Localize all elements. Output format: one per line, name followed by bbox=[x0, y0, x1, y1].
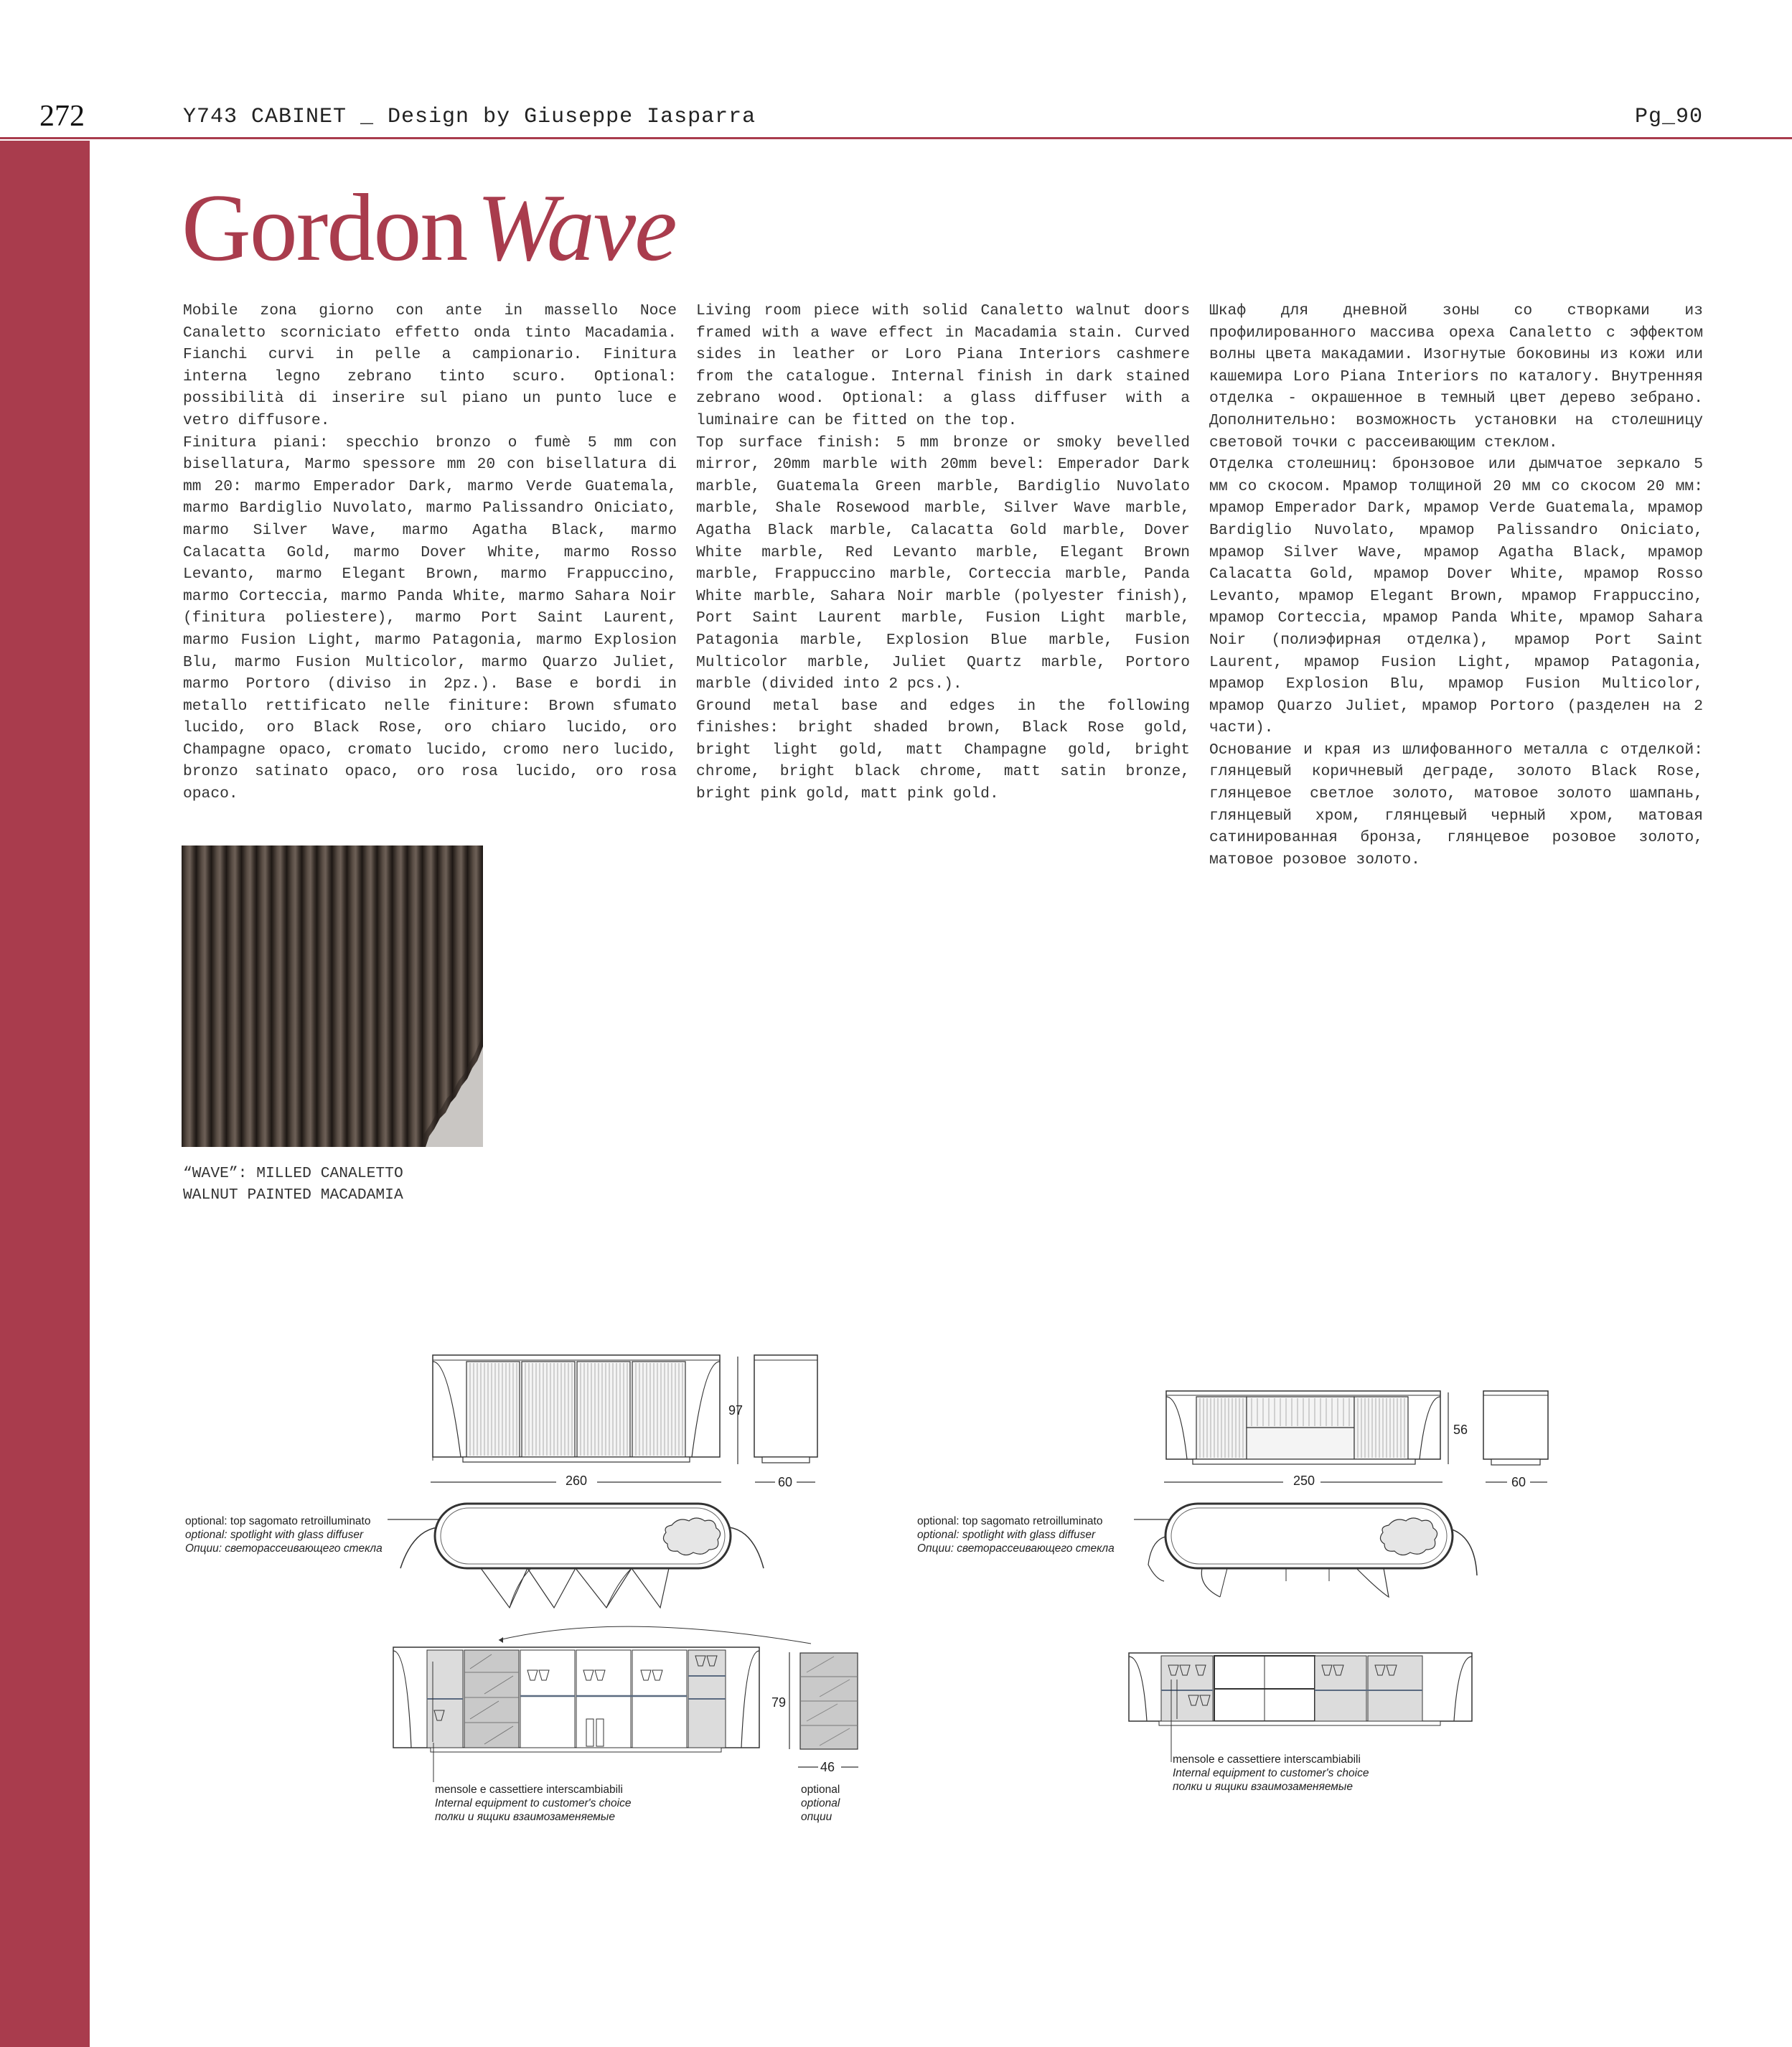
description-italian bbox=[183, 300, 677, 805]
small-depth-dim: 60 bbox=[1511, 1475, 1526, 1489]
large-optional-depth-dim: 46 bbox=[820, 1760, 835, 1774]
small-cabinet-side-view bbox=[1481, 1389, 1552, 1469]
description-paragraph: Шкаф для дневной зоны со створками из профилированного массива ореха Canaletto с эффектом волны цвета макадамии. Изогнутые боковины из кожи или кашемира Loro Piana Interiors по каталогу. Внутренняя отделка - окрашенное в темный цвет дерево зебрано. Дополнительно: возможность установки на столешницу световой точки с рассеивающим стеклом. bbox=[1209, 302, 1703, 451]
page-number: 272 bbox=[39, 100, 85, 133]
swatch-caption bbox=[183, 1163, 403, 1206]
swatch-caption-line: “WAVE”: MILLED CANALETTO bbox=[183, 1165, 403, 1182]
note-english: optional: spotlight with glass diffuser bbox=[917, 1529, 1096, 1541]
note-english: Internal equipment to customer's choice bbox=[435, 1797, 632, 1809]
large-inner-height-dim: 79 bbox=[771, 1695, 787, 1710]
small-equipment-note bbox=[1173, 1753, 1369, 1794]
large-height-dim: 97 bbox=[728, 1403, 743, 1418]
note-russian: Опции: светорассеивающего стекла bbox=[185, 1542, 383, 1555]
header-page-ref: Pg_90 bbox=[1634, 105, 1703, 129]
note-english: Internal equipment to customer's choice bbox=[1173, 1767, 1369, 1779]
product-name-italic: Wave bbox=[477, 174, 676, 281]
large-equipment-note bbox=[435, 1783, 632, 1824]
description-english bbox=[696, 300, 1190, 805]
note-russian: полки и ящики взаимозаменяемые bbox=[1173, 1781, 1353, 1793]
small-cabinet-plan-view bbox=[1120, 1496, 1489, 1604]
large-cabinet-side-view bbox=[752, 1353, 821, 1468]
note-english: optional bbox=[801, 1797, 840, 1809]
description-paragraph: Mobile zona giorno con ante in massello Noce Canaletto scorniciato effetto onda tinto Macadamia. Fianchi curvi in pelle a campionario. Finitura interna legno zebrano tinto scuro. Optional: possibilità di inserire sul piano un punto luce e vetro diffusore. bbox=[183, 302, 677, 429]
header-title: Y743 CABINET _ Design by Giuseppe Iasparra bbox=[183, 105, 756, 129]
description-paragraph: Top surface finish: 5 mm bronze or smoky bevelled mirror, 20mm marble with 20mm bevel: Emperador Dark marble, Guatemala Green marble, Bardiglio Nuvolato marble, Shale Rosewood marble, Silver Wave marble, Agatha Black marble, Calacatta Gold marble, Dover White marble, Red Levanto marble, Elegant Brown marble, Frappuccino marble, Corteccia marble, Panda White marble, Sahara Noir marble (polyester finish), Port Saint Laurent marble, Fusion Light marble, Patagonia marble, Explosion Blue marble, Fusion Multicolor marble, Juliet Quartz marble, Portoro marble (divided into 2 pcs.). bbox=[696, 434, 1190, 693]
large-cabinet-plan-view bbox=[388, 1496, 775, 1611]
note-italian: mensole e cassettiere interscambiabili bbox=[435, 1784, 623, 1796]
small-width-dim: 250 bbox=[1293, 1474, 1315, 1488]
description-paragraph: Основание и края из шлифованного металла с отделкой: глянцевый коричневый деграде, золото Black Rose, глянцевое светлое золото, матовое золото шампань, глянцевый хром, глянцевый черный хром, матовая сатинированная бронза, глянцевое розовое золото, матовое розовое золото. bbox=[1209, 741, 1703, 868]
swatch-caption-line: WALNUT PAINTED MACADAMIA bbox=[183, 1186, 403, 1204]
note-italian: mensole e cassettiere interscambiabili bbox=[1173, 1753, 1361, 1766]
large-depth-dim: 60 bbox=[778, 1475, 793, 1489]
note-russian: полки и ящики взаимозаменяемые bbox=[435, 1811, 615, 1823]
note-english: optional: spotlight with glass diffuser bbox=[185, 1529, 364, 1541]
large-optional-note bbox=[801, 1783, 840, 1824]
small-cabinet-front-elevation bbox=[1164, 1389, 1444, 1468]
description-russian bbox=[1209, 300, 1703, 871]
wave-wood-swatch bbox=[182, 846, 483, 1147]
header-rule bbox=[0, 137, 1792, 139]
side-accent-bar bbox=[0, 141, 90, 2047]
large-optional-drawer-unit bbox=[798, 1651, 860, 1751]
note-italian: optional: top sagomato retroilluminato bbox=[185, 1515, 371, 1527]
large-width-dim: 260 bbox=[566, 1474, 588, 1488]
description-paragraph: Ground metal base and edges in the following finishes: bright shaded brown, Black Rose gold, bright light gold, matt Champagne gold, bright chrome, bright black chrome, matt satin bronze, bright pink gold, matt pink gold. bbox=[696, 697, 1190, 803]
description-paragraph: Finitura piani: specchio bronzo o fumè 5 mm con bisellatura, Marmo spessore mm 20 con bisellatura di mm 20: marmo Emperador Dark, marmo Verde Guatemala, marmo Bardiglio Nuvolato, marmo Palissandro Oniciato, marmo Silver Wave, marmo Agatha Black, marmo Calacatta Gold, marmo Dover White, marmo Rosso Levanto, marmo Elegant Brown, marmo Frappuccino, marmo Corteccia, marmo Panda White, marmo Sahara Noir (finitura poliestere), marmo Port Saint Laurent, marmo Fusion Light, marmo Patagonia, marmo Explosion Blu, marmo Fusion Multicolor, marmo Quarzo Juliet, marmo Portoro (diviso in 2pz.). Base e bordi in metallo rettificato nelle finiture: Brown sfumato lucido, oro Black Rose, oro chiaro lucido, oro Champagne opaco, cromato lucido, cromo nero lucido, bronzo satinato opaco, oro rosa lucido, oro rosa opaco. bbox=[183, 434, 677, 803]
small-height-dim: 56 bbox=[1453, 1423, 1468, 1437]
note-italian: optional bbox=[801, 1784, 840, 1796]
large-equipment-leader bbox=[431, 1743, 445, 1786]
description-paragraph: Отделка столешниц: бронзовое или дымчатое зеркало 5 мм со скосом. Мрамор толщиной 20 мм со скосом 20 мм: мрамор Emperador Dark, мрамор Verde Guatemala, мрамор Bardiglio Nuvolato, мрамор Palissandro Oniciato, мрамор Silver Wave, мрамор Agatha Black, мрамор Calacatta Gold, мрамор Dover White, мрамор Rosso Levanto, мрамор Elegant Brown, мрамор Frappuccino, мрамор Corteccia, мрамор Panda White, мрамор Sahara Noir (полиэфирная отделка), мрамор Port Saint Laurent, мрамор Fusion Light, мрамор Patagonia, мрамор Explosion Blu, мрамор Fusion Multicolor, мрамор Quarzo Juliet, мрамор Portoro (разделен на 2 части). bbox=[1209, 456, 1703, 737]
small-top-option-note bbox=[917, 1514, 1115, 1555]
note-italian: optional: top sagomato retroilluminato bbox=[917, 1515, 1103, 1527]
wave-texture-image bbox=[182, 846, 483, 1147]
large-cabinet-interior-view bbox=[391, 1619, 764, 1762]
note-russian: Опции: светорассеивающего стекла bbox=[917, 1542, 1115, 1555]
product-name-regular: Gordon bbox=[182, 174, 467, 281]
description-paragraph: Living room piece with solid Canaletto walnut doors framed with a wave effect in Macadamia stain. Curved sides in leather or Loro Piana Interiors cashmere from the catalogue. Internal finish in dark stained zebrano wood. Optional: a glass diffuser with a luminaire can be fitted on the top. bbox=[696, 302, 1190, 429]
product-title bbox=[182, 174, 676, 281]
large-cabinet-front-elevation bbox=[431, 1353, 725, 1468]
note-russian: опции bbox=[801, 1811, 832, 1823]
large-top-option-note bbox=[185, 1514, 383, 1555]
